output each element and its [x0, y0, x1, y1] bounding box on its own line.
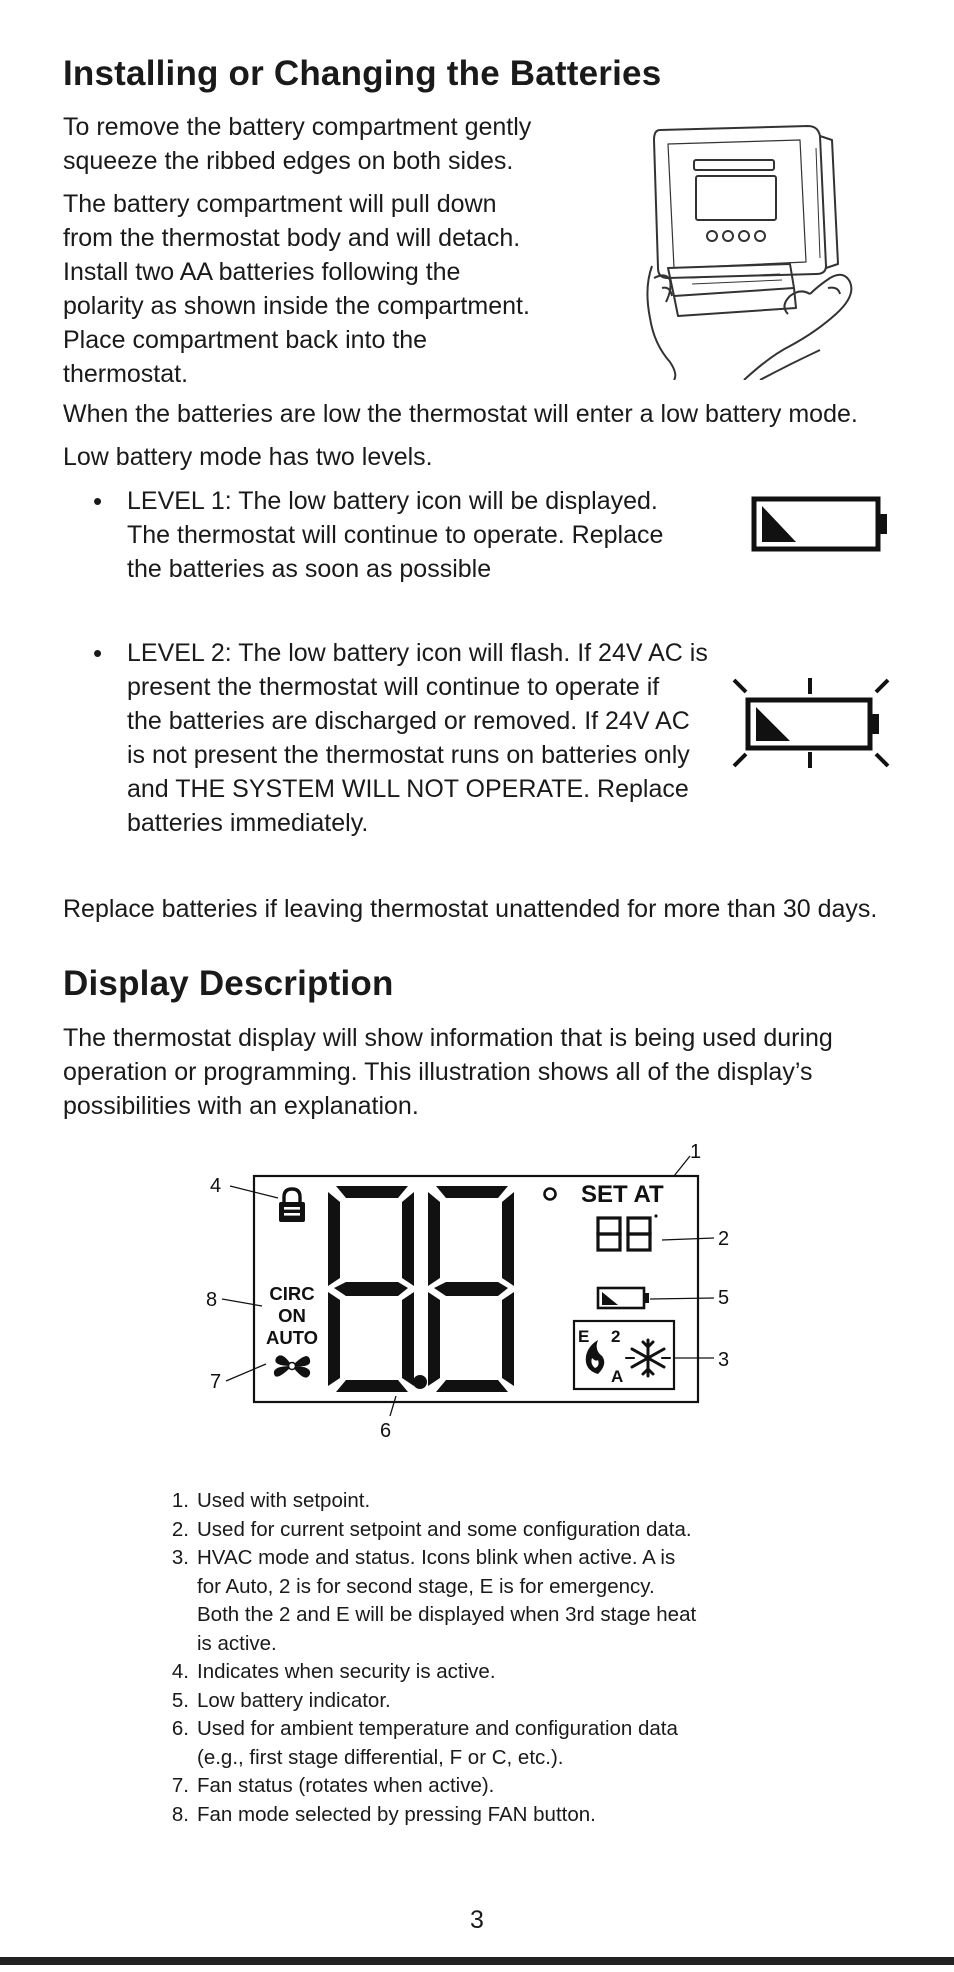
ambient-temperature-digits	[328, 1186, 514, 1392]
battery-detail-line: from the thermostat body and will detach.	[63, 224, 521, 252]
list-item-text: Used for current setpoint and some configuration data.	[197, 1517, 692, 1541]
list-item	[155, 1487, 795, 1516]
fan-circ-label: CIRC	[269, 1283, 315, 1304]
list-item	[155, 1744, 795, 1773]
callout-1: 1	[690, 1141, 702, 1163]
display-intro-line: The thermostat display will show information that is being used during	[63, 1024, 833, 1052]
list-item-text: Both the 2 and E will be displayed when 3rd stage heat	[197, 1603, 697, 1626]
second-stage-letter: 2	[611, 1327, 621, 1346]
decimal-point	[413, 1375, 427, 1389]
bullet-icon: •	[93, 486, 103, 516]
list-item-text: Fan mode selected by pressing FAN button.	[197, 1802, 596, 1826]
list-item	[155, 1573, 795, 1602]
list-item-number: 7.	[171, 1774, 189, 1797]
setpoint-digits	[598, 1218, 650, 1250]
battery-intro-line: squeeze the ribbed edges on both sides.	[63, 147, 514, 175]
callout-7: 7	[210, 1371, 222, 1393]
list-item	[155, 1658, 795, 1687]
fan-icon	[274, 1355, 310, 1377]
level2-line: the batteries are discharged or removed. If 24V AC	[127, 707, 690, 735]
emergency-letter: E	[578, 1327, 590, 1346]
callout-8: 8	[206, 1289, 218, 1311]
level1-line: the batteries as soon as possible	[127, 555, 492, 583]
fan-auto-label: AUTO	[265, 1327, 319, 1348]
low-battery-mode-text: When the batteries are low the thermostat will enter a low battery mode.	[63, 400, 858, 428]
snowflake-icon	[626, 1340, 670, 1376]
list-item-number	[155, 1601, 197, 1630]
list-item-text: Indicates when security is active.	[197, 1660, 496, 1683]
unattended-note: Replace batteries if leaving thermostat unattended for more than 30 days.	[63, 895, 878, 923]
display-section-heading: Display Description	[63, 964, 394, 1003]
level1-bullet	[93, 484, 663, 586]
list-item-number: 4.	[171, 1660, 189, 1683]
battery-detail	[63, 187, 583, 391]
list-item-number: 1.	[171, 1489, 189, 1512]
callout-2: 2	[718, 1228, 730, 1250]
level1-line: The thermostat will continue to operate. Replace	[127, 521, 664, 549]
list-item	[155, 1715, 795, 1744]
lock-icon	[279, 1189, 305, 1222]
list-item	[155, 1801, 795, 1830]
list-item-number: 3.	[171, 1546, 189, 1569]
battery-detail-line: thermostat.	[63, 360, 189, 388]
list-item-number: 6.	[171, 1717, 189, 1740]
list-item-text: HVAC mode and status. Icons blink when active. A is	[197, 1546, 676, 1569]
display-intro	[63, 1021, 923, 1123]
battery-intro	[63, 110, 583, 178]
list-item-text: Used for ambient temperature and configuration data	[197, 1717, 678, 1740]
fan-on-label: ON	[278, 1305, 306, 1326]
callout-6: 6	[380, 1420, 392, 1442]
level2-line: is not present the thermostat runs on batteries only	[127, 741, 690, 769]
low-battery-levels-intro: Low battery mode has two levels.	[63, 443, 433, 471]
level2-line: and THE SYSTEM WILL NOT OPERATE. Replace	[127, 775, 689, 803]
list-item	[155, 1516, 795, 1545]
list-item-number: 2.	[171, 1517, 189, 1541]
footer-rule	[0, 1957, 954, 1965]
list-item	[155, 1687, 795, 1716]
callout-3: 3	[718, 1349, 730, 1371]
level2-line: present the thermostat will continue to operate if	[127, 673, 660, 701]
low-battery-icon	[750, 495, 892, 553]
level2-line: batteries immediately.	[127, 809, 369, 837]
lcd-display-diagram	[200, 1136, 740, 1448]
level2-bullet	[93, 636, 708, 840]
list-item-text: for Auto, 2 is for second stage, E is for emergency.	[197, 1574, 655, 1598]
battery-detail-line: Install two AA batteries following the	[63, 258, 461, 286]
list-item-text: Used with setpoint.	[197, 1489, 371, 1512]
list-item-text: (e.g., first stage differential, F or C, etc.).	[197, 1745, 564, 1769]
list-item-number: 8.	[171, 1802, 189, 1826]
list-item-number	[155, 1573, 197, 1602]
level2-line: LEVEL 2: The low battery icon will flash. If 24V AC is	[127, 639, 708, 667]
battery-detail-line: The battery compartment will pull down	[63, 190, 497, 218]
display-intro-line: possibilities with an explanation.	[63, 1092, 419, 1120]
list-item-text: Fan status (rotates when active).	[197, 1774, 495, 1797]
battery-detail-line: Place compartment back into the	[63, 326, 428, 354]
display-intro-line: operation or programming. This illustration shows all of the display’s	[63, 1058, 813, 1086]
level1-line: LEVEL 1: The low battery icon will be displayed.	[127, 487, 658, 515]
battery-detail-line: polarity as shown inside the compartment.	[63, 292, 530, 320]
bullet-icon: •	[93, 638, 103, 668]
list-item	[155, 1544, 795, 1573]
thermostat-battery-illustration	[640, 118, 870, 380]
list-item-number	[155, 1630, 197, 1659]
level2-text	[127, 636, 708, 840]
small-battery-icon	[598, 1288, 649, 1308]
display-explanation-list	[155, 1487, 795, 1829]
battery-intro-line: To remove the battery compartment gently	[63, 113, 532, 141]
list-item-text: Low battery indicator.	[197, 1688, 391, 1712]
list-item	[155, 1630, 795, 1659]
list-item-number	[155, 1744, 197, 1773]
callout-4: 4	[210, 1175, 222, 1197]
list-item-number: 5.	[171, 1688, 189, 1712]
flashing-low-battery-icon	[728, 676, 892, 770]
level1-text	[127, 484, 663, 586]
page-number: 3	[470, 1906, 484, 1934]
auto-letter: A	[611, 1367, 624, 1386]
list-item-text: is active.	[197, 1631, 277, 1655]
list-item	[155, 1772, 795, 1801]
battery-section-heading: Installing or Changing the Batteries	[63, 54, 662, 93]
list-item	[155, 1601, 795, 1630]
setpoint-degree	[654, 1214, 657, 1217]
set-at-label: SET AT	[581, 1181, 664, 1208]
degree-symbol	[545, 1189, 556, 1200]
callout-5: 5	[718, 1287, 730, 1309]
